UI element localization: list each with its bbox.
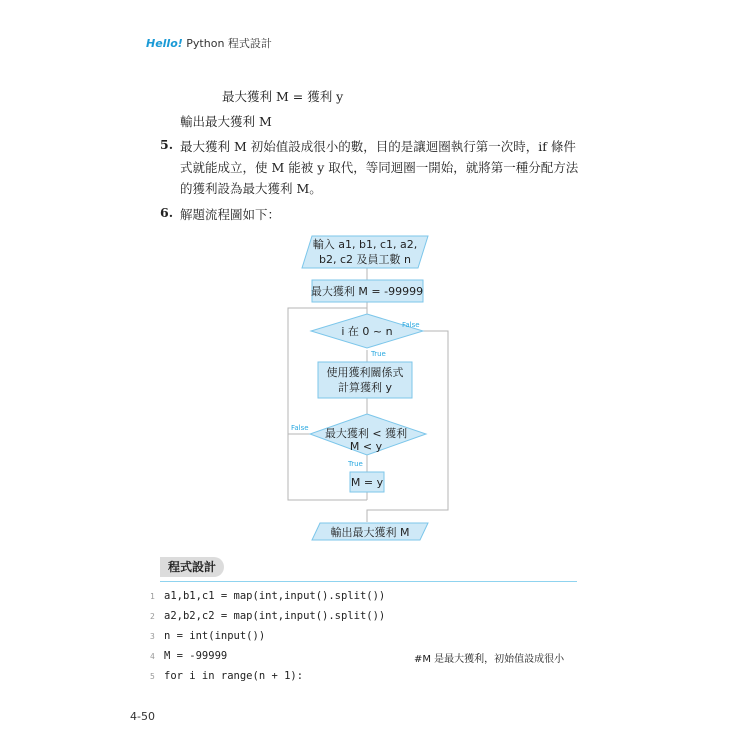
code-text: a1,b1,c1 = map(int,input().split()) [164,590,386,602]
code-text: n = int(input()) [164,630,266,642]
code-line-5 [150,670,303,682]
header-title: Python 程式設計 [186,37,272,50]
line-number: 5 [150,672,155,681]
calc-text-1: 使用獲利關係式 [326,366,404,379]
pseudo-line-1: 最大獲利 M = 獲利 y [222,89,344,104]
running-header [146,35,272,51]
compare-false-label: False [291,424,309,432]
compare-text-2: M < y [349,440,383,453]
item-6-line-1: 解題流程圖如下： [180,207,281,222]
assign-text: M = y [350,476,384,489]
line-number: 4 [150,652,155,661]
input-text-1: 輸入 a1, b1, c1, a2, [312,238,418,251]
loop-true-label: True [371,350,386,358]
header-brand: Hello! [146,37,183,50]
section-heading: 程式設計 [160,557,224,577]
compare-text-1: 最大獲利 < 獲利 [324,427,408,440]
code-text: a2,b2,c2 = map(int,input().split()) [164,610,386,622]
line-number: 2 [150,612,155,621]
input-text-2: b2, c2 及員工數 n [319,253,411,266]
pseudo-line-2: 輸出最大獲利 M [180,114,272,129]
init-text: 最大獲利 M = -99999 [310,285,424,298]
output-text: 輸出最大獲利 M [330,526,410,539]
item-5-line-2: 式就能成立，使 M 能被 y 取代，等同迴圈一開始，就將第一種分配方法 [180,160,579,175]
compare-true-label: True [348,460,363,468]
code-comment: #M 是最大獲利，初始值設成很小 [414,654,565,665]
code-line-1 [150,590,385,602]
item-5-line-3: 的獲利設為最大獲利 M。 [180,181,322,196]
loop-text: i 在 0 ~ n [341,325,393,338]
code-text: for i in range(n + 1): [164,670,304,682]
section-divider [160,581,577,582]
item-5-line-1: 最大獲利 M 初始值設成很小的數，目的是讓迴圈執行第一次時，if 條件 [180,139,576,154]
line-number: 1 [150,592,155,601]
code-line-2 [150,610,385,622]
loop-false-label: False [402,321,420,329]
flowchart [280,230,460,550]
calc-text-2: 計算獲利 y [337,381,393,394]
line-number: 3 [150,632,155,641]
code-text: M = -99999 [164,650,228,662]
item-5-number: 5. [160,137,174,152]
code-line-4 [150,650,227,662]
code-line-3 [150,630,265,642]
page-number: 4-50 [130,710,155,723]
item-6-number: 6. [160,205,174,220]
